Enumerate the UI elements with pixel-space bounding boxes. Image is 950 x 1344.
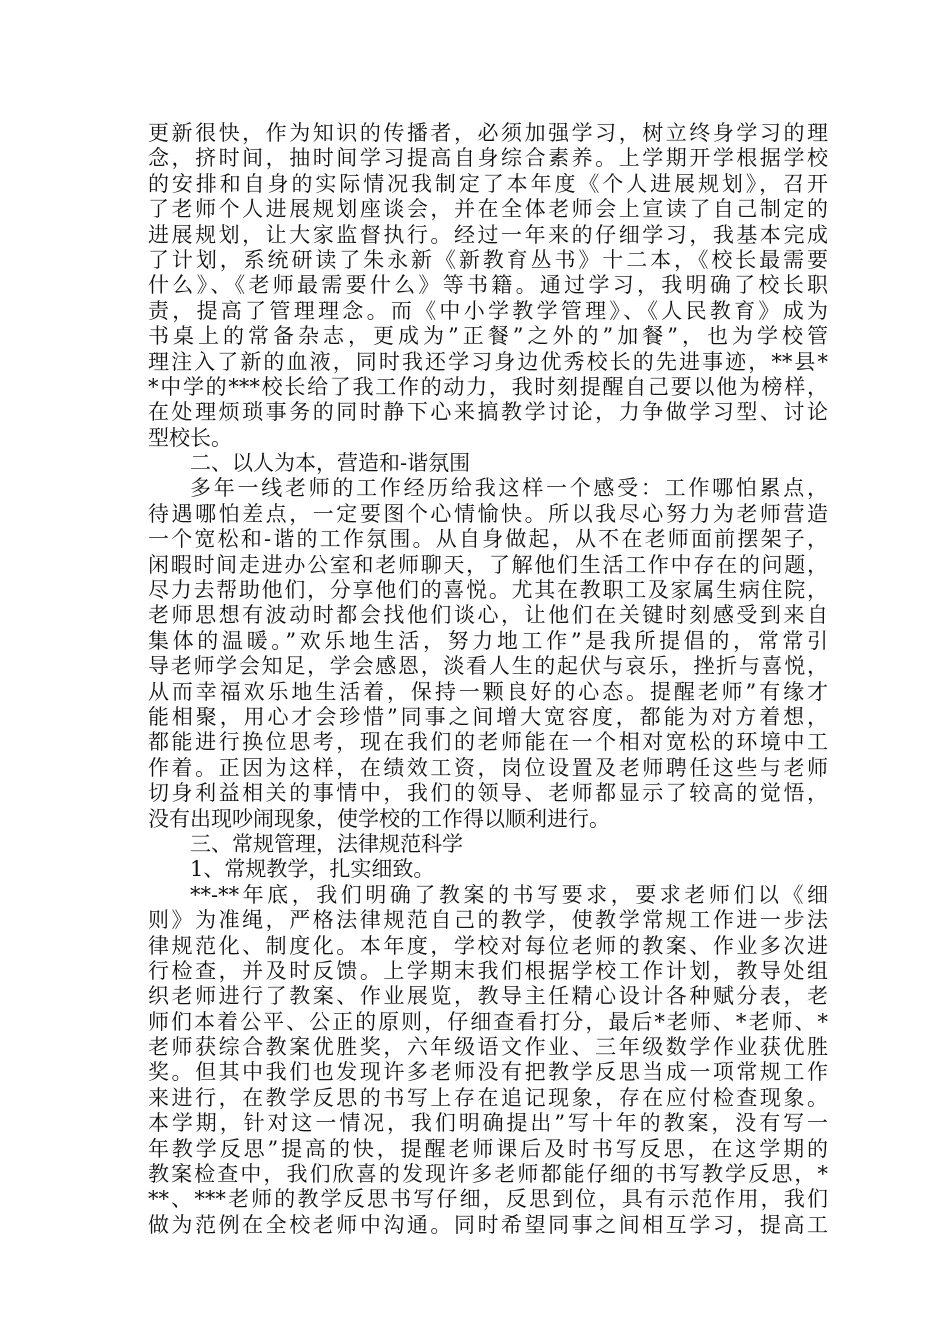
text-line: 织老师进行了教案、作业展览，教导主任精心设计各种赋分表，老 [148,984,828,1009]
text-line: 老师获综合教案优胜奖，六年级语文作业、三年级数学作业获优胜 [148,1035,828,1060]
text-line: 在处理烦琐事务的同时静下心来搞教学讨论，力争做学习型、讨论 [148,400,828,425]
text-line: 一个宽松和-谐的工作氛围。从自身做起，从不在老师面前摆架子， [148,527,828,552]
text-line: 念，挤时间，抽时间学习提高自身综合素养。上学期开学根据学校 [148,146,828,171]
text-line: 导老师学会知足，学会感恩，淡看人生的起伏与哀乐，挫折与喜悦， [148,654,828,679]
text-line: 没有出现吵闹现象，使学校的工作得以顺利进行。 [148,806,610,831]
text-line: 闲暇时间走进办公室和老师聊天，了解他们生活工作中存在的问题， [148,552,828,577]
text-line: 待遇哪怕差点，一定要图个心情愉快。所以我尽心努力为老师营造 [148,501,828,526]
text-line: 了计划，系统研读了朱永新《新教育丛书》十二本，《校长最需要 [148,247,828,272]
text-line: 多年一线老师的工作经历给我这样一个感受：工作哪怕累点， [190,476,828,501]
text-line: 老师思想有波动时都会找他们谈心，让他们在关键时刻感受到来自 [148,603,828,628]
text-line: 责，提高了管理理念。而《中小学教学管理》、《人民教育》成为 [148,298,828,323]
text-line: 二、以人为本，营造和-谐氛围 [190,451,471,476]
text-line: 能相聚，用心才会珍惜”同事之间增大宽容度，都能为对方着想， [148,704,828,729]
text-line: 做为范例在全校老师中沟通。同时希望同事之间相互学习，提高工 [148,1212,828,1237]
text-line: 来进行，在教学反思的书写上存在追记现象，存在应付检查现象。 [148,1085,828,1110]
text-line: 型校长。 [148,425,232,450]
text-line: 1、常规教学，扎实细致。 [190,857,435,882]
text-line: 师们本着公平、公正的原则，仔细查看打分，最后*老师、*老师、* [148,1009,828,1034]
text-line: 奖。但其中我们也发现许多老师没有把教学反思当成一项常规工作 [148,1060,828,1085]
text-line: 年教学反思”提高的快，提醒老师课后及时书写反思，在这学期的 [148,1136,828,1161]
body-text [148,121,828,1238]
text-line: 行检查，并及时反馈。上学期末我们根据学校工作计划，教导处组 [148,958,828,983]
text-line: *中学的***校长给了我工作的动力，我时刻提醒自己要以他为榜样， [148,374,828,399]
text-line: 律规范化、制度化。本年度，学校对每位老师的教案、作业多次进 [148,933,828,958]
text-line: 进展规划，让大家监督执行。经过一年来的仔细学习，我基本完成 [148,222,828,247]
text-line: 书桌上的常备杂志，更成为”正餐”之外的”加餐”，也为学校管 [148,324,828,349]
text-line: **-**年底，我们明确了教案的书写要求，要求老师们以《细 [190,882,828,907]
text-line: **、***老师的教学反思书写仔细，反思到位，具有示范作用，我们 [148,1187,828,1212]
text-line: 作着。正因为这样，在绩效工资，岗位设置及老师聘任这些与老师 [148,755,828,780]
text-line: 切身利益相关的事情中，我们的领导、老师都显示了较高的觉悟， [148,781,828,806]
text-line: 则》为准绳，严格法律规范自己的教学，使教学常规工作进一步法 [148,908,828,933]
text-line: 更新很快，作为知识的传播者，必须加强学习，树立终身学习的理 [148,121,828,145]
text-line: 的安排和自身的实际情况我制定了本年度《个人进展规划》，召开 [148,171,828,196]
text-line: 都能进行换位思考，现在我们的老师能在一个相对宽松的环境中工 [148,730,828,755]
text-line: 本学期，针对这一情况，我们明确提出”写十年的教案，没有写一 [148,1111,828,1136]
text-line: 尽力去帮助他们，分享他们的喜悦。尤其在教职工及家属生病住院， [148,578,828,603]
text-line: 集体的温暖。”欢乐地生活，努力地工作”是我所提倡的，常常引 [148,628,828,653]
text-line: 理注入了新的血液，同时我还学习身边优秀校长的先进事迹，**县* [148,349,828,374]
text-line: 从而幸福欢乐地生活着，保持一颗良好的心态。提醒老师”有缘才 [148,679,828,704]
text-line: 什么》、《老师最需要什么》等书籍。通过学习，我明确了校长职 [148,273,828,298]
text-line: 三、常规管理，法律规范科学 [190,831,463,856]
text-line: 教案检查中，我们欣喜的发现许多老师都能仔细的书写教学反思，* [148,1162,828,1187]
text-line: 了老师个人进展规划座谈会，并在全体老师会上宣读了自己制定的 [148,197,828,222]
